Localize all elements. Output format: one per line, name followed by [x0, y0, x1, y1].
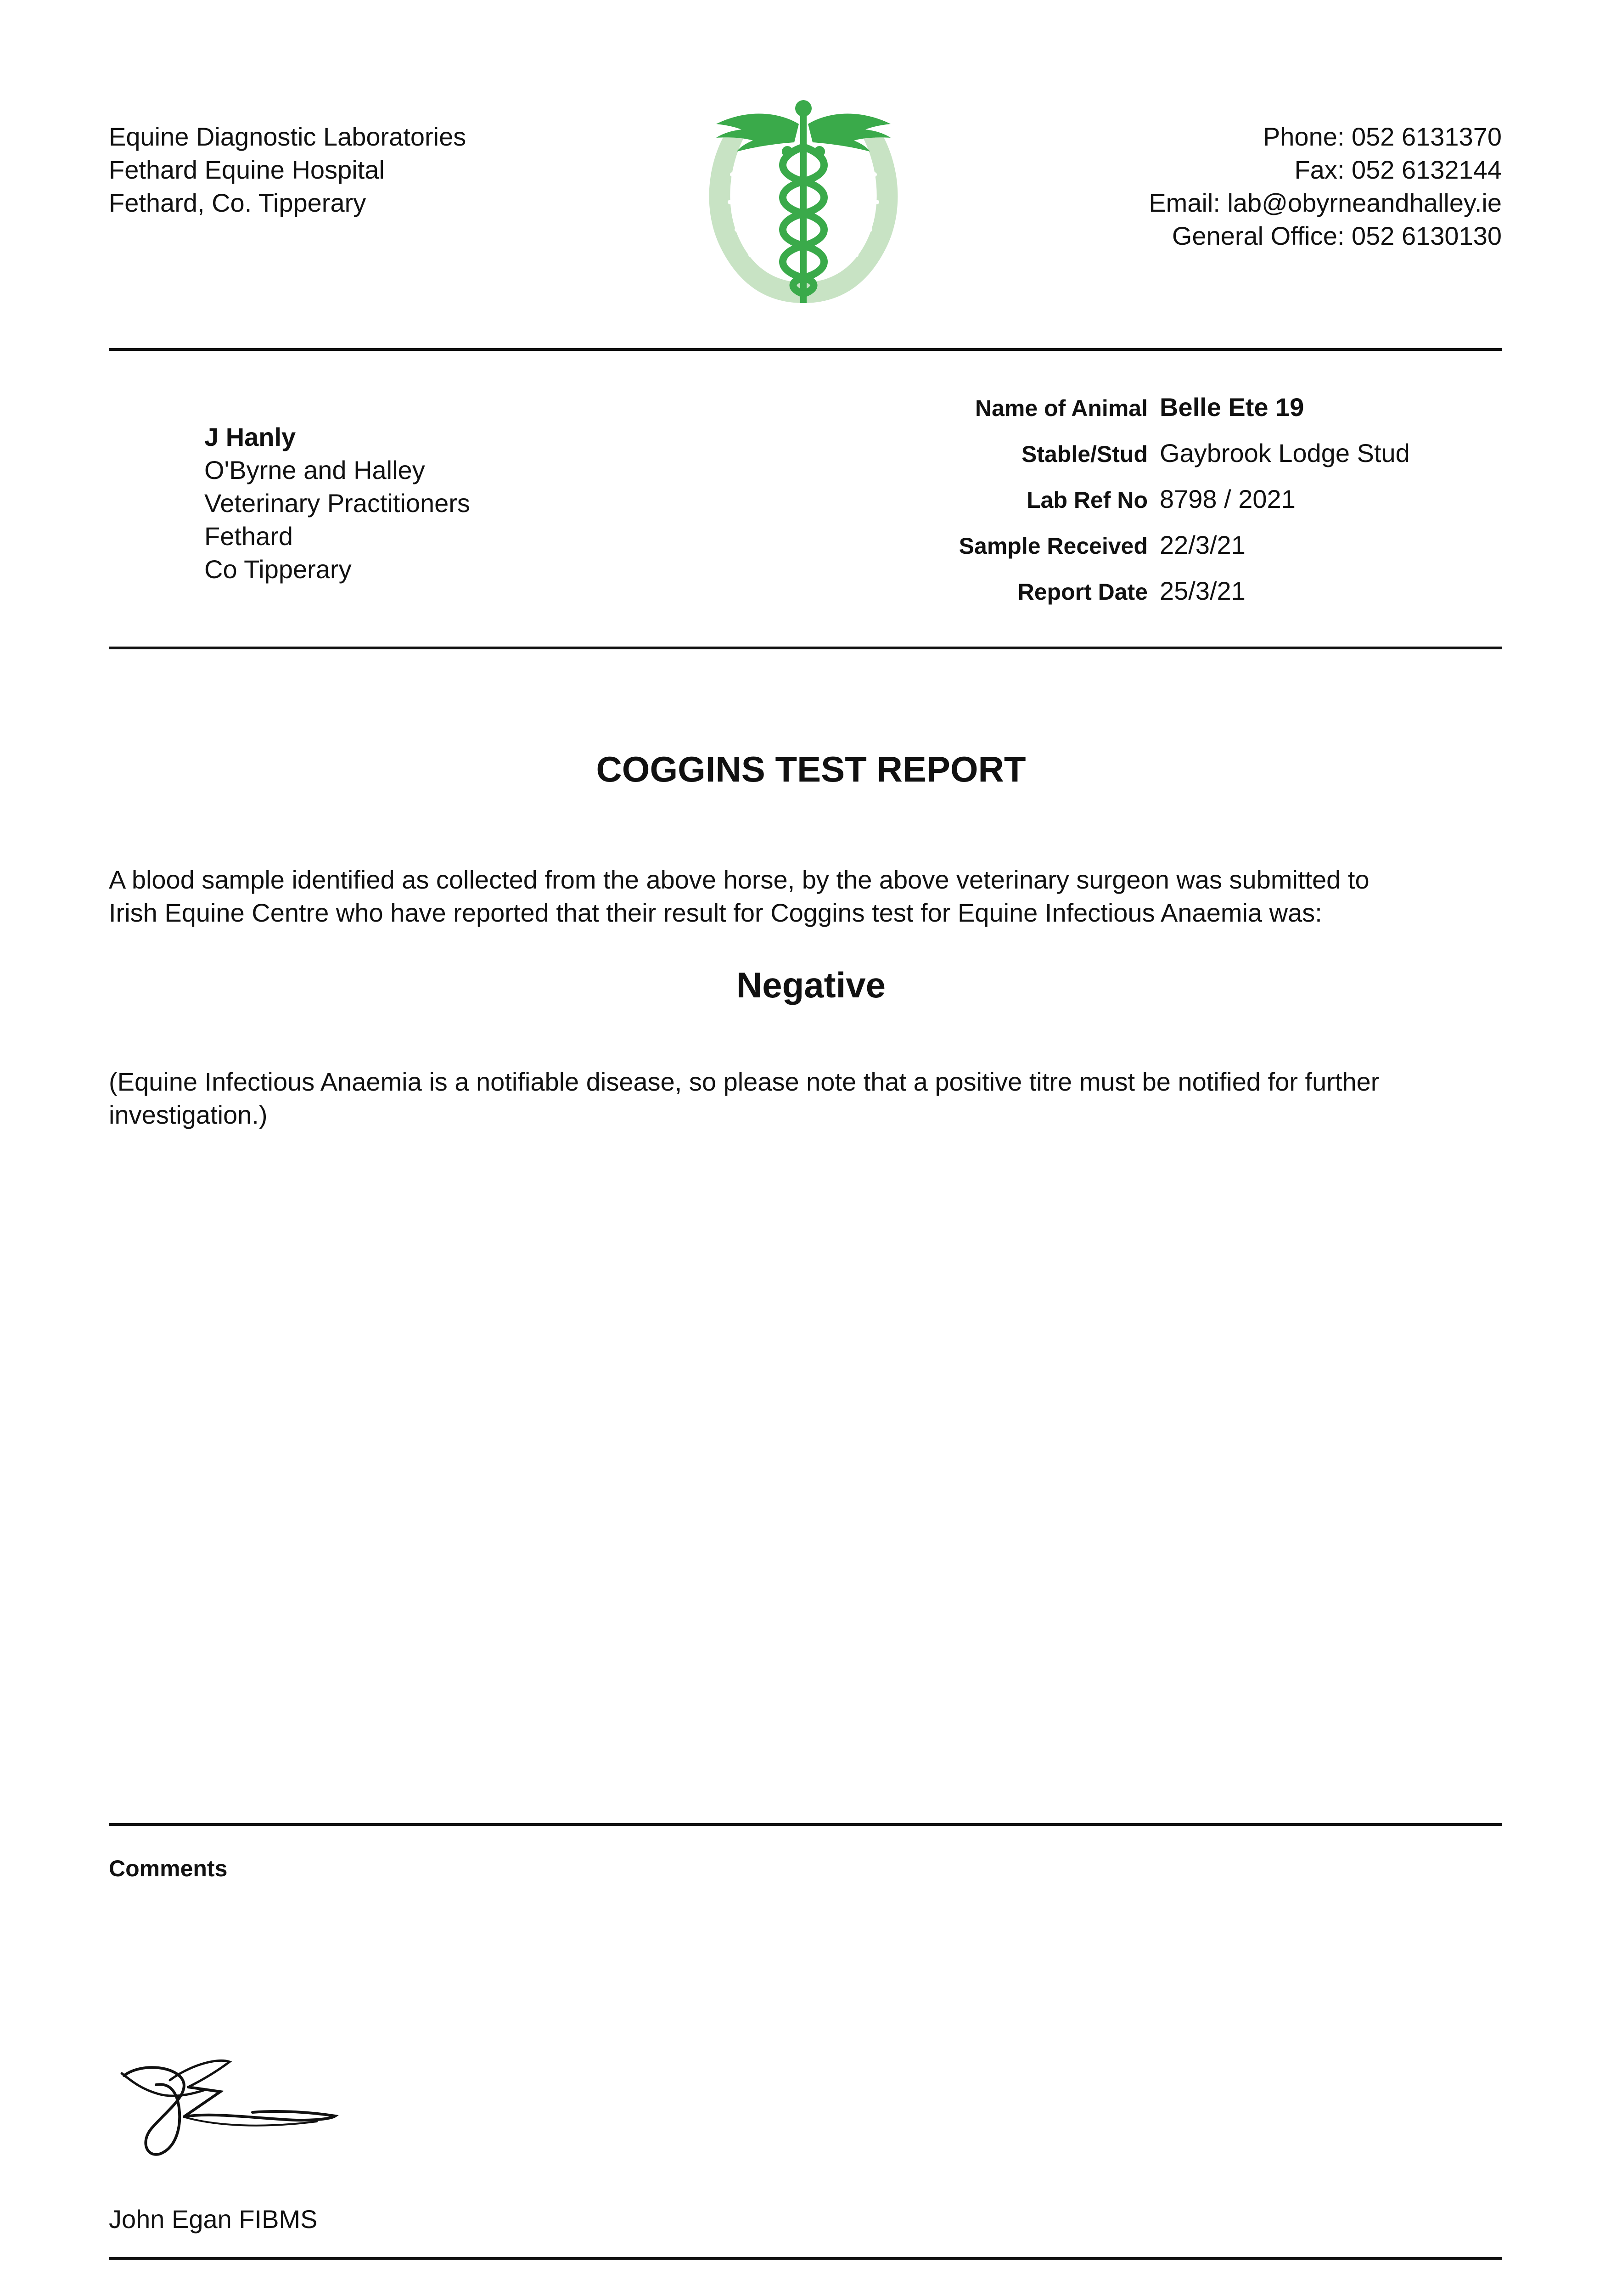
report-date-value: 25/3/21: [1160, 576, 1246, 605]
sample-received-label: Sample Received: [959, 533, 1148, 559]
header-divider: [109, 348, 1502, 351]
note-paragraph: [109, 1065, 1502, 1131]
animal-name-row: [735, 392, 1469, 438]
signatory-name: John Egan FIBMS: [109, 2205, 318, 2234]
recipient-line: Co Tipperary: [204, 555, 352, 584]
phone-text: Phone: 052 6131370: [1263, 122, 1502, 151]
general-office-text: General Office: 052 6130130: [1172, 221, 1502, 250]
recipient-line: O'Byrne and Halley: [204, 456, 425, 484]
animal-name-label: Name of Animal: [975, 395, 1148, 421]
comments-label: Comments: [109, 1856, 228, 1881]
sample-received-row: [735, 530, 1469, 576]
lab-ref-label: Lab Ref No: [1027, 487, 1148, 513]
comments-divider: [109, 1823, 1502, 1826]
lab-address-line: Fethard Equine Hospital: [109, 155, 385, 184]
intro-line: A blood sample identified as collected from the above horse, by the above veterinary surgeon was submitted to: [109, 865, 1369, 894]
intro-paragraph: [109, 863, 1502, 929]
note-line: (Equine Infectious Anaemia is a notifiable disease, so please note that a positive titre must be notified for further: [109, 1067, 1380, 1096]
caduceus-horseshoe-icon: [670, 92, 937, 317]
sample-received-value: 22/3/21: [1160, 530, 1246, 559]
stable-label: Stable/Stud: [1021, 441, 1148, 467]
stable-row: [735, 438, 1469, 484]
fax-text: Fax: 052 6132144: [1294, 155, 1502, 184]
report-date-label: Report Date: [1017, 579, 1148, 605]
note-line: investigation.): [109, 1100, 268, 1129]
intro-line: Irish Equine Centre who have reported that their result for Coggins test for Equine Infectious Anaemia was:: [109, 898, 1322, 927]
report-date-row: [735, 576, 1469, 622]
test-result: Negative: [736, 965, 886, 1005]
lab-address-line: Equine Diagnostic Laboratories: [109, 122, 466, 151]
email-text: Email: lab@obyrneandhalley.ie: [1149, 188, 1502, 217]
recipient-line: Veterinary Practitioners: [204, 489, 470, 518]
lab-ref-row: [735, 484, 1469, 530]
report-title: COGGINS TEST REPORT: [596, 749, 1026, 789]
recipient-line: Fethard: [204, 522, 293, 551]
lab-contact: [1149, 120, 1502, 253]
lab-address-line: Fethard, Co. Tipperary: [109, 188, 366, 217]
animal-name-value: Belle Ete 19: [1160, 393, 1304, 422]
recipient-address: [204, 421, 470, 586]
animal-info-table: [735, 392, 1469, 622]
recipient-name: J Hanly: [204, 422, 296, 451]
info-divider: [109, 647, 1502, 649]
lab-address: [109, 120, 466, 219]
lab-ref-value: 8798 / 2021: [1160, 484, 1296, 513]
stable-value: Gaybrook Lodge Stud: [1160, 439, 1410, 467]
footer-divider: [109, 2257, 1502, 2260]
signature-image: [115, 2048, 344, 2167]
